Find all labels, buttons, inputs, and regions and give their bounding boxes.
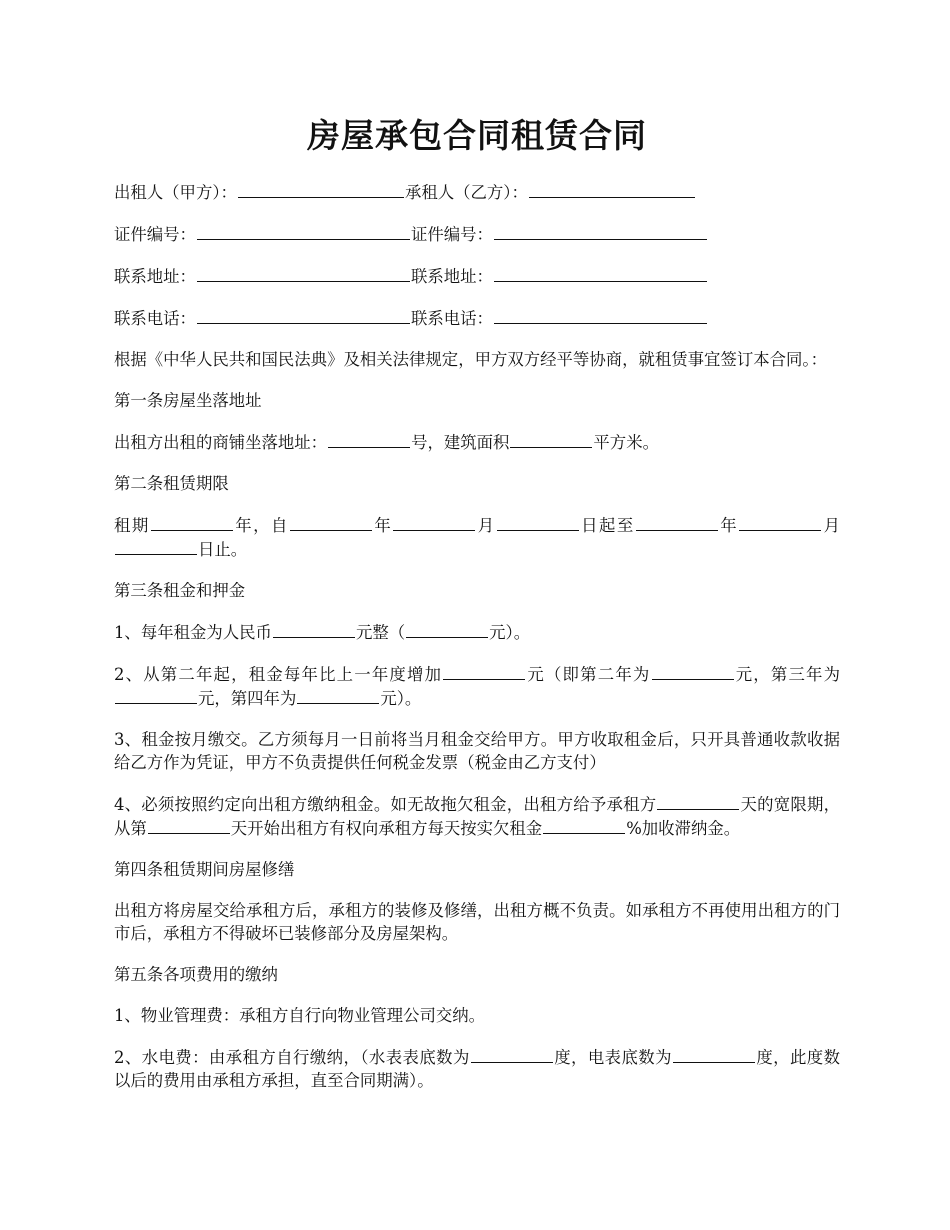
area-blank[interactable] xyxy=(510,430,592,448)
party-line-ids xyxy=(114,222,840,246)
article-4-heading: 第四条租赁期间房屋修缮 xyxy=(114,860,295,879)
text-segment: 2、从第二年起，租金每年比上一年度增加 xyxy=(114,665,443,684)
annual-rent-blank[interactable] xyxy=(273,620,355,638)
text-segment: 2、水电费：由承租方自行缴纳，（水表表底数为 xyxy=(114,1048,470,1067)
text-segment: 出租方出租的商铺坐落地址： xyxy=(114,433,328,452)
article-3-heading: 第三条租金和押金 xyxy=(114,581,246,600)
phone-blank-a[interactable] xyxy=(197,306,410,324)
phone-label-a: 联系电话： xyxy=(114,309,196,328)
text-segment: 度，电表底数为 xyxy=(553,1048,672,1067)
year-3-rent-blank[interactable] xyxy=(115,686,197,704)
term-years-blank[interactable] xyxy=(151,513,233,531)
party-line-names xyxy=(114,180,840,204)
article-1-paragraph xyxy=(114,430,840,454)
text-segment: 平方米。 xyxy=(593,433,659,452)
article-5-item-1: 1、物业管理费：承租方自行向物业管理公司交纳。 xyxy=(114,1006,486,1025)
end-day-blank[interactable] xyxy=(115,537,197,555)
text-segment: 1、每年租金为人民币 xyxy=(114,623,272,642)
document-title: 房屋承包合同租赁合同 xyxy=(307,116,647,155)
penalty-rate-blank[interactable] xyxy=(543,816,625,834)
intro-paragraph: 根据《中华人民共和国民法典》及相关法律规定，甲方双方经平等协商，就租赁事宜签订本合同。： xyxy=(114,350,827,369)
party-line-phone xyxy=(114,306,840,330)
id-blank-a[interactable] xyxy=(197,222,410,240)
article-1-heading: 第一条房屋坐落地址 xyxy=(114,391,262,410)
end-month-blank[interactable] xyxy=(739,513,821,531)
article-2-heading: 第二条租赁期限 xyxy=(114,474,229,493)
article-5-heading: 第五条各项费用的缴纳 xyxy=(114,965,278,984)
phone-blank-b[interactable] xyxy=(494,306,707,324)
article-3-item-2 xyxy=(114,662,840,710)
text-segment: 元）。 xyxy=(380,689,422,708)
text-segment: 元，第四年为 xyxy=(198,689,297,708)
start-day-blank[interactable] xyxy=(497,513,579,531)
text-segment: 天的宽限期，从第 xyxy=(114,795,840,838)
article-3-item-1 xyxy=(114,620,840,644)
text-segment: 月 xyxy=(476,516,496,535)
article-3-item-3: 3、租金按月缴交。乙方须每月一日前将当月租金交给甲方。甲方收取租金后，只开具普通收款收据给乙方作为凭证，甲方不负责提供任何税金发票（税金由乙方支付） xyxy=(114,730,840,772)
article-3-item-4 xyxy=(114,792,840,840)
year-2-rent-blank[interactable] xyxy=(652,662,734,680)
lessee-label: 承租人（乙方）： xyxy=(404,183,528,202)
article-4-paragraph: 出租方将房屋交给承租方后，承租方的装修及修缮，出租方概不负责。如承租方不再使用出租方的门市后，承租方不得破坏已装修部分及房屋架构。 xyxy=(114,901,840,943)
id-label-b: 证件编号： xyxy=(410,225,493,244)
text-segment: 元，第三年为 xyxy=(734,665,841,684)
rent-increase-blank[interactable] xyxy=(443,662,525,680)
party-line-address xyxy=(114,264,840,288)
text-segment: %加收滞纳金。 xyxy=(626,819,741,838)
text-segment: 年 xyxy=(372,516,393,535)
address-number-blank[interactable] xyxy=(328,430,410,448)
text-segment: 年，自 xyxy=(233,516,289,535)
end-year-blank[interactable] xyxy=(636,513,718,531)
addr-blank-b[interactable] xyxy=(494,264,707,282)
text-segment: 天开始出租方有权向承租方每天按实欠租金 xyxy=(230,819,543,838)
text-segment: 年 xyxy=(718,516,739,535)
addr-label-a: 联系地址： xyxy=(114,267,196,286)
text-segment: 号，建筑面积 xyxy=(411,433,510,452)
start-year-blank[interactable] xyxy=(290,513,372,531)
electric-meter-blank[interactable] xyxy=(673,1045,755,1063)
article-5-item-2 xyxy=(114,1045,840,1092)
text-segment: 度，此度数以后的费用由承租方承担，直至合同期满）。 xyxy=(114,1048,841,1090)
lessor-blank[interactable] xyxy=(238,180,404,198)
text-segment: 日止。 xyxy=(198,540,248,559)
text-segment: 元）。 xyxy=(489,623,531,642)
text-segment: 月 xyxy=(822,516,841,535)
lessor-label: 出租人（甲方）： xyxy=(114,183,237,202)
grace-days-blank[interactable] xyxy=(657,792,739,810)
text-segment: 日起至 xyxy=(579,516,635,535)
lessee-blank[interactable] xyxy=(529,180,695,198)
penalty-start-day-blank[interactable] xyxy=(148,816,230,834)
id-blank-b[interactable] xyxy=(494,222,707,240)
addr-blank-a[interactable] xyxy=(197,264,410,282)
id-label-a: 证件编号： xyxy=(114,225,196,244)
addr-label-b: 联系地址： xyxy=(410,267,493,286)
year-4-rent-blank[interactable] xyxy=(297,686,379,704)
text-segment: 元整（ xyxy=(355,623,406,642)
phone-label-b: 联系电话： xyxy=(410,309,493,328)
text-segment: 元（即第二年为 xyxy=(526,665,651,684)
annual-rent-figure-blank[interactable] xyxy=(406,620,488,638)
water-meter-blank[interactable] xyxy=(471,1045,553,1063)
document-body xyxy=(114,180,840,1110)
article-2-paragraph xyxy=(114,513,840,561)
text-segment: 租期 xyxy=(114,516,150,535)
start-month-blank[interactable] xyxy=(393,513,475,531)
text-segment: 4、必须按照约定向出租方缴纳租金。如无故拖欠租金，出租方给予承租方 xyxy=(114,795,657,814)
